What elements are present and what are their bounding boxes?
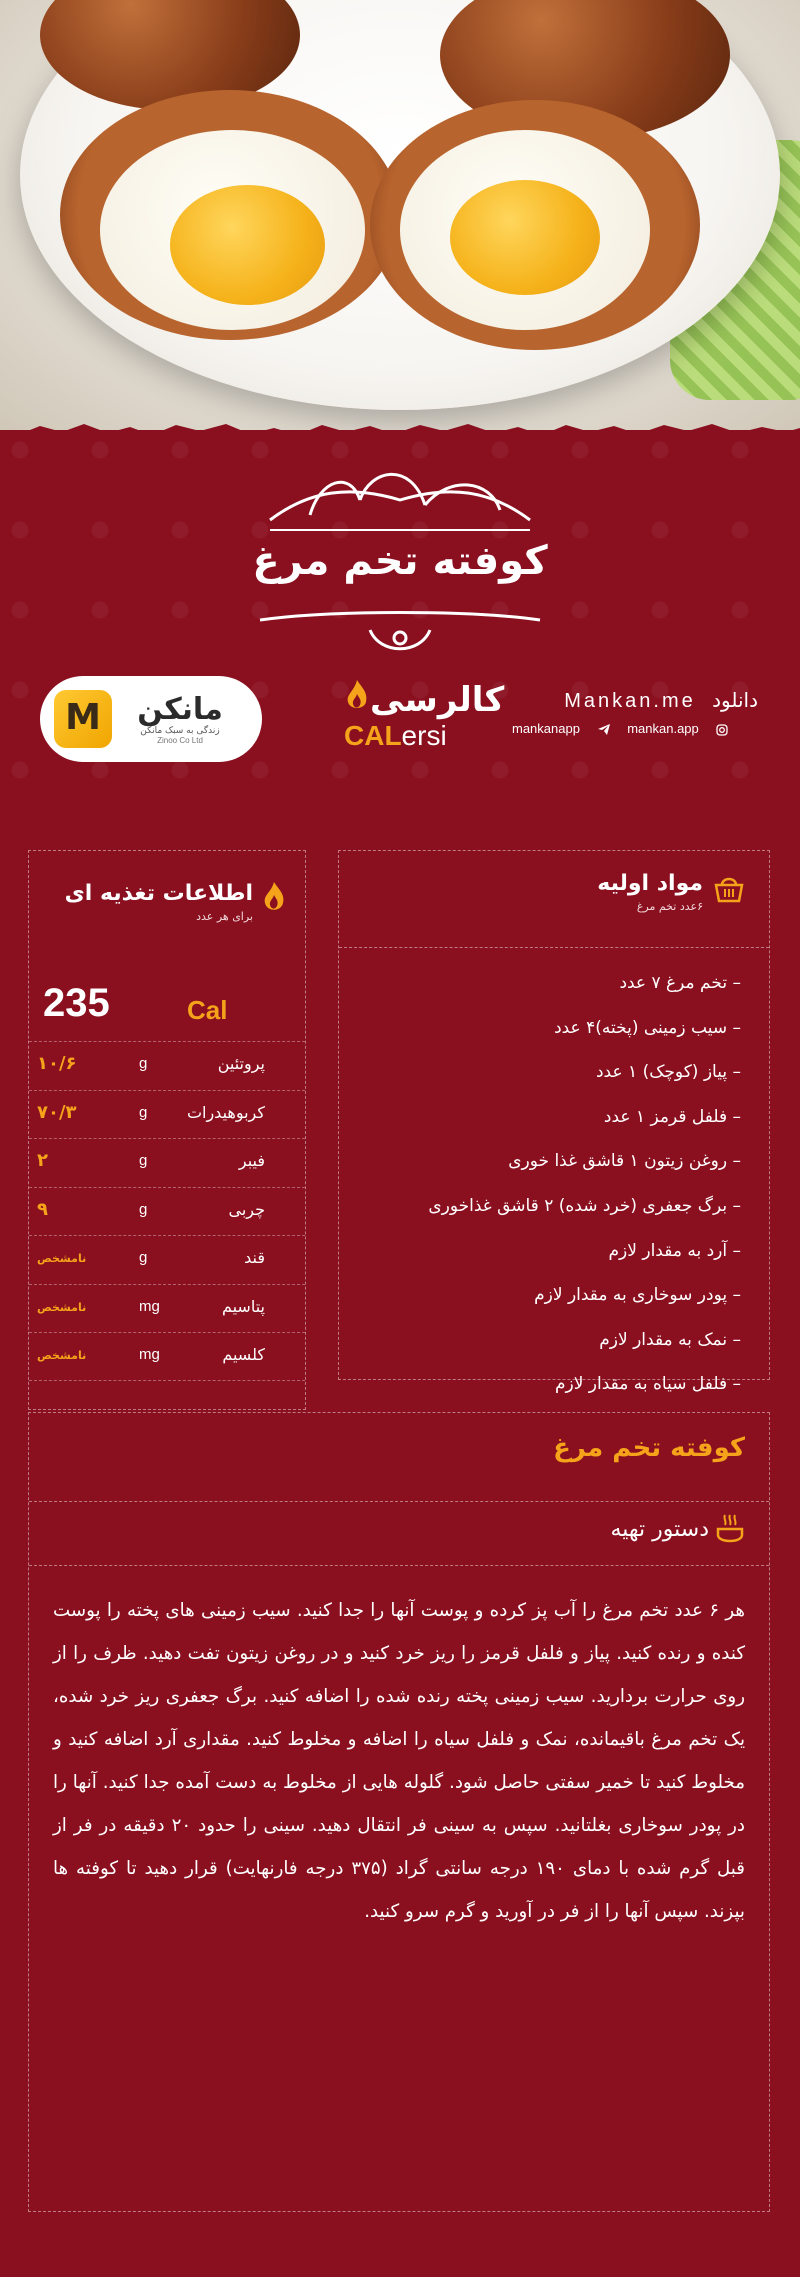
table-row xyxy=(29,1332,305,1381)
nutrient-name: فیبر xyxy=(238,1151,265,1170)
nutrition-panel xyxy=(28,850,306,1410)
nutrient-name: کلسیم xyxy=(222,1345,265,1364)
nutrient-name: پتاسیم xyxy=(221,1296,265,1316)
download-label: دانلود xyxy=(712,688,758,712)
nutrient-unit: mg xyxy=(139,1346,160,1363)
table-row xyxy=(29,1235,305,1284)
list-item: – فلفل قرمز ۱ عدد xyxy=(603,1106,741,1127)
nutrient-unit: mg xyxy=(139,1297,160,1315)
nutrient-name: کربوهیدرات xyxy=(186,1102,265,1122)
nutrient-unit: g xyxy=(139,1249,148,1266)
nutrient-value: نامشخص xyxy=(37,1300,87,1314)
egg-yolk-left xyxy=(170,185,325,305)
nutrient-name: قند xyxy=(244,1248,265,1267)
table-row xyxy=(29,1138,305,1187)
calersi-logo xyxy=(338,676,505,766)
list-item: – آرد به مقدار لازم xyxy=(608,1240,741,1261)
table-row xyxy=(29,1090,305,1139)
recipe-name: کوفته تخم مرغ xyxy=(553,1433,745,1463)
list-item: – نمک به مقدار لازم xyxy=(599,1329,741,1350)
list-item: – روغن زیتون ۱ قاشق غذا خوری xyxy=(508,1151,741,1172)
ingredients-subtitle: ۶عدد تخم مرغ xyxy=(636,900,703,913)
nutrition-table xyxy=(29,1041,305,1381)
nutrition-title: اطلاعات تغذیه ای xyxy=(64,881,253,906)
brand-name: مانکن xyxy=(137,692,223,727)
hero-food-photo xyxy=(0,0,800,440)
calersi-en xyxy=(344,720,447,752)
ingredients-title: مواد اولیه xyxy=(597,871,703,896)
cooking-pot-icon xyxy=(715,1513,745,1547)
basket-icon xyxy=(713,873,745,903)
nutrient-unit: g xyxy=(139,1103,148,1121)
ingredients-panel xyxy=(338,850,770,1395)
instagram-icon xyxy=(716,724,728,736)
list-item: – پیاز (کوچک) ۱ عدد xyxy=(595,1062,741,1083)
nutrient-unit: g xyxy=(139,1152,148,1169)
recipe-instructions: هر ۶ عدد تخم مرغ را آب پز کرده و پوست آنها را جدا کنید. سیب زمینی های پخته را پوست کنده و رنده کنید. پیاز و فلفل قرمز را ریز خرد کنید و در روغن زیتون تفت دهید. ظرف را از روی حرارت بردارید. سیب زمینی پخته رنده شده را اضافه کنید. برگ جعفری ریز خرد شده، یک تخم مرغ باقیمانده، نمک و فلفل سیاه را اضافه و مخلوط کنید. مقداری آرد اضافه کنید و مخلوط کنید تا خمیر سفتی حاصل شود. گلوله هایی از مخلوط به دست آمده جدا کنید. آنها را در پودر سوخاری بغلتانید. سپس به سینی فر انتقال دهید. سینی را حدود ۲۰ دقیقه در فر از قبل گرم شده با دمای ۱۹۰ درجه سانتی گراد (۳۷۵ درجه فارنهایت) قرار دهید تا کوفته ها بپزند. سپس آنها را از فر در آورید و گرم سرو کنید. xyxy=(53,1600,745,1922)
nutrient-name: پروتئین xyxy=(217,1054,265,1073)
ornament-bottom xyxy=(250,600,550,660)
calersi-en-b: ersi xyxy=(401,720,447,751)
ingredients-list xyxy=(361,961,741,1407)
divider xyxy=(29,1565,769,1566)
list-item: – فلفل سیاه به مقدار لازم xyxy=(554,1374,741,1395)
calories-unit: Cal xyxy=(187,995,228,1025)
divider xyxy=(29,1501,769,1502)
nutrient-value: ۱۰/۶ xyxy=(37,1053,77,1074)
table-row xyxy=(29,1187,305,1236)
ornament-top xyxy=(250,460,550,540)
nutrition-subtitle: برای هر عدد xyxy=(196,910,253,923)
download-site-link[interactable]: Mankan.me xyxy=(564,690,696,712)
calories-row xyxy=(39,981,295,1029)
list-item: – سیب زمینی (پخته)۴ عدد xyxy=(554,1017,741,1038)
telegram-link[interactable] xyxy=(512,721,610,736)
instagram-link[interactable] xyxy=(627,721,728,736)
flame-icon xyxy=(344,678,370,712)
recipe-panel xyxy=(28,1412,770,2212)
mankan-app-icon xyxy=(54,690,112,748)
nutrient-value: ۹ xyxy=(37,1198,48,1220)
download-info xyxy=(508,688,758,736)
page-title: کوفته تخم مرغ xyxy=(252,538,548,584)
nutrient-value: ۲ xyxy=(37,1150,48,1171)
list-item: – برگ جعفری (خرد شده) ۲ قاشق غذاخوری xyxy=(428,1195,741,1216)
table-row xyxy=(29,1284,305,1333)
nutrient-value: ۷۰/۳ xyxy=(37,1101,77,1123)
divider xyxy=(339,947,769,948)
nutrient-unit: g xyxy=(139,1200,148,1218)
nutrient-unit: g xyxy=(139,1055,148,1072)
calories-value: 235 xyxy=(43,981,110,1025)
list-item: – تخم مرغ ۷ عدد xyxy=(619,973,741,993)
brand-tagline: زندگی به سبک مانکن xyxy=(140,726,220,736)
telegram-handle: mankanapp xyxy=(512,721,580,736)
mankan-logo-badge[interactable] xyxy=(40,676,262,762)
flame-icon xyxy=(261,881,287,913)
instagram-handle: mankan.app xyxy=(627,721,699,736)
brand-company: Zinoo Co Ltd xyxy=(157,736,203,745)
list-item: – پودر سوخاری به مقدار لازم xyxy=(534,1285,741,1306)
calersi-en-a: CAL xyxy=(344,720,402,751)
telegram-icon xyxy=(598,724,610,735)
calersi-fa: کالرسی xyxy=(370,680,505,720)
prep-title: دستور تهیه xyxy=(610,1517,709,1542)
egg-yolk-right xyxy=(450,180,600,295)
nutrient-value: نامشخص xyxy=(37,1252,87,1265)
nutrient-value: نامشخص xyxy=(37,1349,87,1362)
nutrient-name: چربی xyxy=(228,1199,265,1219)
title-ornament xyxy=(250,460,550,660)
table-row xyxy=(29,1041,305,1090)
